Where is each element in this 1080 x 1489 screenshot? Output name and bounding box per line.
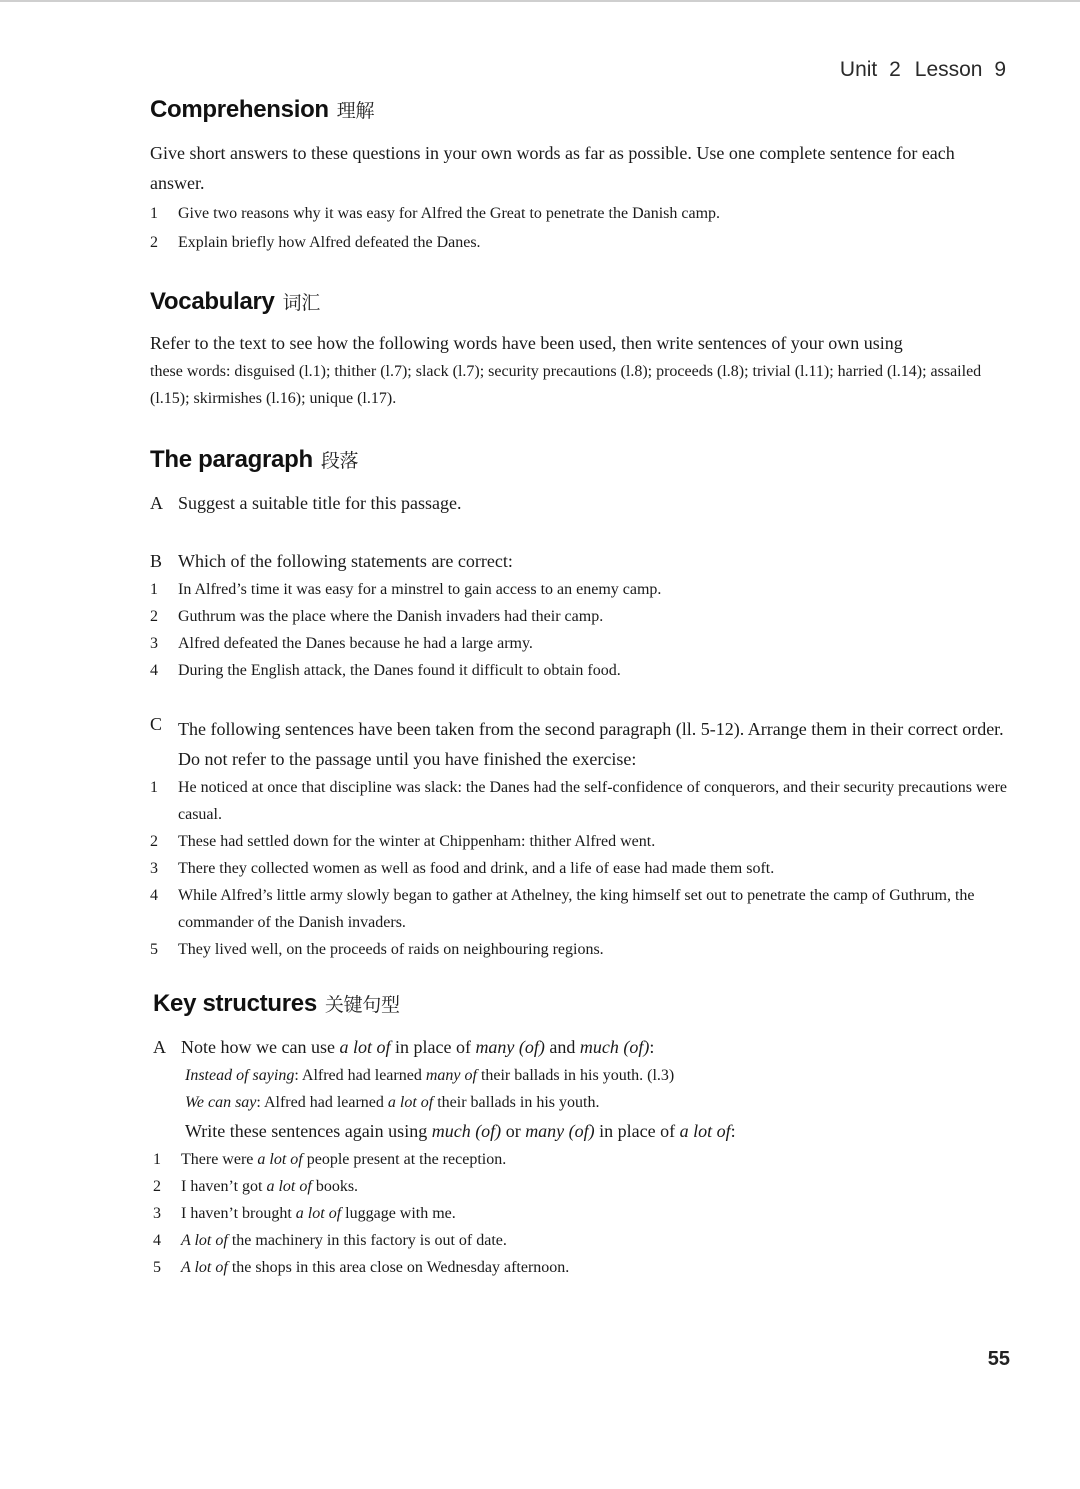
list-item: 1 In Alfred’s time it was easy for a minstrel to gain access to an enemy camp.: [150, 581, 662, 598]
comprehension-section: [150, 96, 1008, 256]
instead-example: Instead of saying: Alfred had learned many of their ballads in his youth. (l.3): [185, 1067, 675, 1084]
page-number: 55: [987, 1348, 1010, 1370]
vocabulary-heading: Vocabulary 词汇: [150, 288, 321, 315]
key-structures-heading: Key structures 关键句型: [153, 990, 400, 1017]
vocabulary-words: these words: disguised (l.1); thither (l.7); slack (l.7); security precautions (l.8); proceeds (l.8); trivial (l.11); harried (l.14); assailed (l.15); skirmishes (l.16); unique (l.17).: [150, 363, 982, 407]
comprehension-questions: [150, 200, 1008, 256]
running-head: [840, 58, 1006, 82]
list-item: 4 While Alfred’s little army slowly began to gather at Athelney, the king himself set out to penetrate the camp of Guthrum, the commander of the Danish invaders.: [150, 887, 975, 931]
comprehension-instructions: Give short answers to these questions in your own words as far as possible. Use one complete sentence for each answer.: [150, 143, 955, 193]
list-item: 2 Guthrum was the place where the Danish invaders had their camp.: [150, 608, 604, 625]
key-structures-note: A Note how we can use a lot of in place of many (of) and much (of):: [153, 1037, 655, 1057]
paragraph-c-list: [150, 774, 1008, 963]
paragraph-task-a: A Suggest a suitable title for this passage.: [150, 493, 462, 513]
list-item: 2 I haven’t got a lot of books.: [153, 1178, 359, 1195]
write-instruction: Write these sentences again using much (of) or many (of) in place of a lot of:: [185, 1121, 736, 1141]
list-item: 1 He noticed at once that discipline was slack: the Danes had the self-confidence of conquerors, and their security precautions were casual.: [150, 779, 1008, 823]
list-item: 5 A lot of the shops in this area close on Wednesday afternoon.: [153, 1259, 570, 1276]
vocabulary-intro: Refer to the text to see how the following words have been used, then write sentences of your own using: [150, 333, 903, 353]
vocabulary-section: [150, 288, 1008, 412]
key-structures-section: [153, 990, 1008, 1281]
paragraph-task-b: B Which of the following statements are correct:: [150, 551, 513, 571]
paragraph-section: [150, 446, 1008, 963]
list-item: 5 They lived well, on the proceeds of raids on neighbouring regions.: [150, 941, 604, 958]
wecan-example: We can say: Alfred had learned a lot of their ballads in his youth.: [185, 1094, 600, 1111]
paragraph-task-c: C The following sentences have been taken from the second paragraph (ll. 5-12). Arrange them in their correct order. Do not refer to the passage until you have finished the exercise:: [150, 714, 1004, 769]
unit-label: Unit 2: [839, 58, 901, 81]
list-item: 3 There they collected women as well as food and drink, and a life of ease had made them soft.: [150, 860, 775, 877]
lesson-label: Lesson 9: [914, 58, 1006, 81]
paragraph-heading: The paragraph 段落: [150, 446, 359, 473]
list-item: 2 Explain briefly how Alfred defeated the Danes.: [150, 234, 481, 251]
list-item: 3 I haven’t brought a lot of luggage with me.: [153, 1205, 456, 1222]
key-structures-list: [153, 1146, 1008, 1281]
list-item: 4 During the English attack, the Danes found it difficult to obtain food.: [150, 662, 621, 679]
paragraph-b-list: [150, 576, 1008, 684]
top-rule: [0, 0, 1080, 2]
list-item: 1 There were a lot of people present at the reception.: [153, 1151, 507, 1168]
list-item: 1 Give two reasons why it was easy for Alfred the Great to penetrate the Danish camp.: [150, 205, 721, 222]
list-item: 3 Alfred defeated the Danes because he had a large army.: [150, 635, 533, 652]
comprehension-heading: Comprehension 理解: [150, 96, 375, 123]
list-item: 2 These had settled down for the winter at Chippenham: thither Alfred went.: [150, 833, 656, 850]
list-item: 4 A lot of the machinery in this factory is out of date.: [153, 1232, 507, 1249]
